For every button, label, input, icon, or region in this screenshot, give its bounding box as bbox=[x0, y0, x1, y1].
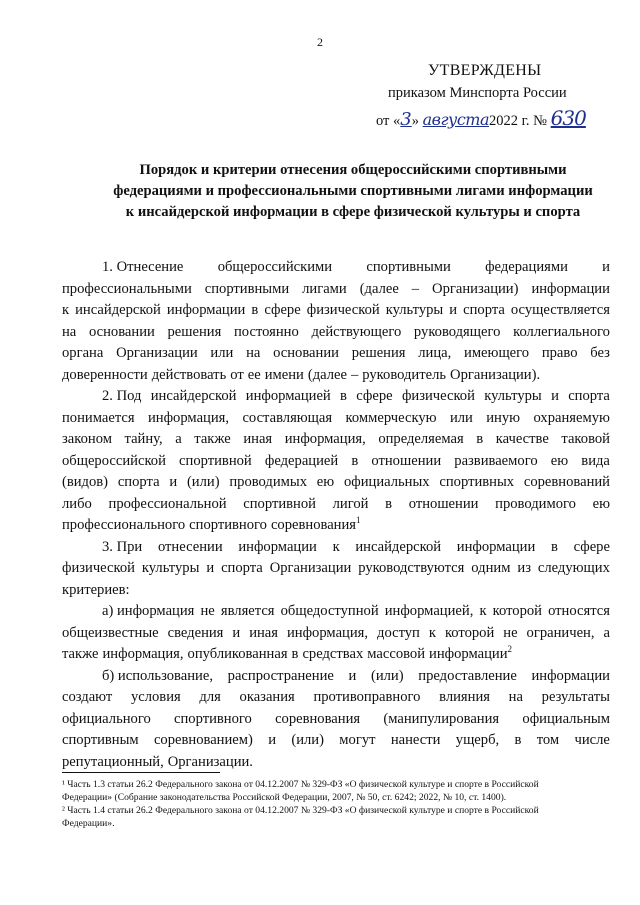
word: 2. Под bbox=[102, 388, 142, 404]
word: руководствуются bbox=[358, 560, 465, 576]
word: в bbox=[291, 646, 299, 662]
word: ею bbox=[550, 452, 569, 469]
word: основании bbox=[273, 345, 339, 361]
word: сведения bbox=[167, 624, 224, 641]
word: – bbox=[350, 366, 359, 383]
word: органа bbox=[62, 345, 104, 361]
word: ущерб, bbox=[455, 732, 500, 748]
handwritten-month: августа bbox=[422, 110, 489, 129]
word: (или) bbox=[291, 732, 324, 748]
title-line: к инсайдерской информации в сфере физической культуры и спорта bbox=[125, 204, 581, 220]
title-line: Порядок и критерии отнесения общероссийскими спортивными bbox=[139, 162, 567, 178]
paragraph-line bbox=[62, 623, 610, 645]
word: таковой bbox=[561, 431, 610, 447]
paragraph-line bbox=[62, 601, 610, 623]
word: отношении bbox=[371, 452, 442, 469]
title-line: федерациями и профессиональными спортивными лигами информации bbox=[113, 183, 593, 199]
word: а bbox=[603, 624, 610, 641]
paragraph-line bbox=[62, 644, 610, 666]
word: федерациями bbox=[485, 259, 568, 275]
footnote-line: Федерации». bbox=[62, 818, 115, 829]
word: официального bbox=[62, 710, 151, 727]
handwritten-order-number: 630 bbox=[550, 106, 586, 130]
word: не bbox=[503, 624, 518, 641]
paragraph-line bbox=[62, 580, 610, 602]
word: проводимого bbox=[495, 495, 576, 512]
word: соревнования bbox=[270, 517, 357, 533]
paragraph bbox=[62, 601, 610, 666]
word: информации bbox=[429, 646, 508, 662]
word: массовой bbox=[367, 646, 426, 662]
word: информация, bbox=[284, 431, 366, 447]
word: оказания bbox=[239, 689, 295, 705]
word: культуры bbox=[385, 302, 444, 318]
word: условия bbox=[130, 689, 181, 705]
word: соревнования bbox=[275, 710, 361, 727]
word: является bbox=[220, 603, 275, 619]
word: культуры bbox=[141, 560, 200, 576]
word: спортивного bbox=[189, 517, 267, 533]
word: инсайдерской bbox=[75, 302, 161, 318]
word: Организации bbox=[269, 560, 352, 576]
paragraph-line bbox=[62, 666, 610, 688]
word: 3. При bbox=[102, 538, 143, 555]
word: руководящего bbox=[413, 323, 501, 340]
word: физической bbox=[306, 302, 380, 318]
word: в bbox=[550, 538, 558, 555]
word: культуры bbox=[484, 388, 542, 404]
word: общероссийской bbox=[62, 452, 166, 469]
word: спорта bbox=[568, 388, 610, 404]
paragraph-line bbox=[62, 279, 610, 301]
word: от bbox=[230, 366, 244, 383]
approval-date-line bbox=[376, 106, 586, 130]
word: развиваемого bbox=[454, 452, 538, 469]
word: информации bbox=[456, 538, 536, 555]
word: информации bbox=[531, 667, 610, 684]
word: инсайдерской bbox=[355, 538, 442, 555]
word: (видов) bbox=[62, 474, 109, 490]
word: соревнований bbox=[523, 474, 610, 490]
word: физической bbox=[401, 388, 475, 404]
document-title bbox=[108, 160, 598, 223]
word: предоставление bbox=[418, 667, 517, 684]
word: также bbox=[194, 431, 231, 447]
paragraph-line bbox=[62, 451, 610, 473]
word: Организации bbox=[116, 345, 198, 361]
word: или bbox=[210, 345, 234, 361]
paragraph-line bbox=[62, 537, 610, 559]
word: информация, bbox=[286, 624, 369, 641]
word: федерацией bbox=[264, 452, 339, 469]
word: доступ bbox=[377, 624, 420, 641]
word: в bbox=[340, 388, 347, 404]
paragraph-line bbox=[62, 386, 610, 408]
paragraph bbox=[62, 257, 610, 386]
word: общеизвестные bbox=[62, 624, 159, 641]
word: спортивных bbox=[439, 474, 515, 490]
paragraph-line bbox=[62, 687, 610, 709]
word: физической bbox=[62, 560, 135, 576]
document-body bbox=[62, 257, 610, 773]
word: ею bbox=[592, 495, 610, 512]
word: Организации) bbox=[432, 280, 519, 297]
paragraph bbox=[62, 537, 610, 602]
word: – bbox=[411, 280, 420, 297]
word: результаты bbox=[541, 689, 610, 705]
word: общедоступной bbox=[280, 603, 379, 619]
word: официальных bbox=[343, 474, 430, 490]
word: (далее bbox=[307, 366, 347, 383]
paragraph-line bbox=[62, 365, 610, 387]
word: к bbox=[479, 603, 487, 619]
word: в bbox=[476, 431, 484, 447]
footnote-marker: 2 bbox=[507, 644, 513, 655]
word: в bbox=[514, 732, 522, 748]
word: проводимых bbox=[229, 474, 307, 490]
word: на bbox=[246, 345, 261, 361]
word: и bbox=[551, 388, 559, 404]
word: а bbox=[175, 431, 182, 447]
word: к bbox=[62, 302, 70, 318]
footnote-line: ¹ Часть 1.3 статьи 26.2 Федерального закона от 04.12.2007 № 329-ФЗ «О физической культуре и спорте в Российской bbox=[62, 779, 539, 790]
word: на bbox=[62, 323, 77, 340]
word: сфере bbox=[356, 388, 393, 404]
word: не bbox=[200, 603, 215, 619]
word: определяемая bbox=[378, 431, 464, 447]
word: спорта bbox=[117, 474, 160, 490]
word: которой bbox=[492, 603, 542, 619]
word: Организации). bbox=[450, 366, 541, 383]
word: информации bbox=[531, 280, 610, 297]
word: создают bbox=[62, 689, 113, 705]
word: основании bbox=[88, 323, 155, 340]
word: относятся bbox=[548, 603, 610, 619]
word-with-footnote bbox=[271, 515, 361, 537]
word: иная bbox=[243, 431, 273, 447]
paragraph-line bbox=[62, 343, 610, 365]
word: одним bbox=[471, 560, 511, 576]
word: ею bbox=[316, 474, 335, 490]
word: вида bbox=[581, 452, 610, 469]
word: из bbox=[517, 560, 531, 576]
word: профессиональной bbox=[108, 495, 227, 512]
word: а) информация bbox=[102, 603, 195, 619]
word: коммерческую bbox=[345, 409, 437, 426]
word: либо bbox=[62, 495, 92, 512]
word: действовать bbox=[151, 366, 227, 383]
word: (манипулирования bbox=[383, 710, 500, 727]
date-close-quote: » bbox=[411, 113, 419, 129]
word: 1. Отнесение bbox=[102, 259, 184, 275]
word: решения bbox=[351, 345, 406, 361]
word: информации bbox=[166, 302, 246, 318]
word: критериев: bbox=[62, 581, 130, 598]
word: (или) bbox=[186, 474, 220, 490]
word: числе bbox=[574, 732, 610, 748]
word: или bbox=[449, 409, 473, 426]
word: Организации. bbox=[167, 753, 253, 770]
word: средствах bbox=[302, 646, 364, 662]
word: для bbox=[199, 689, 221, 705]
word: охраняемую bbox=[533, 409, 610, 426]
word: сфере bbox=[573, 538, 610, 555]
footnotes bbox=[62, 778, 610, 830]
word: и bbox=[348, 667, 357, 684]
word: могут bbox=[339, 732, 376, 748]
word: влияния bbox=[439, 689, 490, 705]
paragraph-line bbox=[62, 472, 610, 494]
word: соревнованием) bbox=[153, 732, 253, 748]
word: в bbox=[351, 452, 359, 469]
word: ограничен, bbox=[526, 624, 595, 641]
word: также bbox=[62, 646, 99, 662]
word: на bbox=[508, 689, 523, 705]
word: информацией bbox=[245, 388, 331, 404]
word: том bbox=[536, 732, 560, 748]
word: руководитель bbox=[362, 366, 447, 383]
word: отнесении bbox=[157, 538, 223, 555]
footnote-line: Федерации» (Собрание законодательства Российской Федерации, 2007, № 50, ст. 6242; 2022, № 10, ст. 1400). bbox=[62, 792, 507, 803]
word: репутационный, bbox=[62, 753, 164, 770]
word: профессиональными bbox=[62, 280, 192, 297]
word: право bbox=[541, 345, 578, 361]
word: имени bbox=[264, 366, 304, 383]
paragraph-line bbox=[62, 257, 610, 279]
approval-order-line: приказом Минспорта России bbox=[388, 85, 567, 101]
word: спорта bbox=[463, 302, 505, 318]
word: имеющего bbox=[464, 345, 530, 361]
word: к bbox=[332, 538, 340, 555]
word: спортивной bbox=[179, 452, 252, 469]
handwritten-day: 3 bbox=[400, 109, 412, 130]
word: лигами bbox=[302, 280, 347, 297]
word: и bbox=[206, 560, 215, 576]
word: спортивной bbox=[243, 495, 316, 512]
word: коллегиального bbox=[513, 323, 610, 340]
word: опубликованная bbox=[187, 646, 288, 662]
page-number: 2 bbox=[317, 35, 323, 49]
footnote-marker: 1 bbox=[356, 515, 361, 526]
word: сфере bbox=[264, 302, 301, 318]
word: в bbox=[251, 302, 259, 318]
word: и bbox=[232, 624, 241, 641]
word: спорта bbox=[221, 560, 263, 576]
word: информацией, bbox=[384, 603, 474, 619]
word: в bbox=[385, 495, 393, 512]
word: профессионального bbox=[62, 517, 186, 533]
word: информации bbox=[238, 538, 317, 555]
word: следующих bbox=[537, 560, 610, 576]
paragraph-line bbox=[62, 300, 610, 322]
paragraph-line bbox=[62, 558, 610, 580]
word: и bbox=[268, 732, 277, 748]
word: доверенности bbox=[62, 366, 148, 383]
word: информация, bbox=[147, 409, 230, 426]
word: к bbox=[428, 624, 436, 641]
word: постоянно bbox=[234, 323, 299, 340]
word: общероссийскими bbox=[217, 259, 333, 275]
paragraph bbox=[62, 666, 610, 774]
word: (далее bbox=[359, 280, 399, 297]
paragraph-line bbox=[62, 752, 610, 774]
word: которой bbox=[444, 624, 495, 641]
paragraph-line bbox=[62, 322, 610, 344]
paragraph-line bbox=[62, 429, 610, 451]
word: противоправного bbox=[313, 689, 421, 705]
word: спортивного bbox=[174, 710, 252, 727]
word: б) использование, bbox=[102, 667, 213, 684]
paragraph-line bbox=[62, 494, 610, 516]
word: инсайдерской bbox=[150, 388, 237, 404]
approval-heading: УТВЕРЖДЕНЫ bbox=[428, 62, 542, 79]
word: отношении bbox=[408, 495, 479, 512]
word: (или) bbox=[370, 667, 404, 684]
date-year: 2022 г. № bbox=[489, 113, 548, 129]
word: спортивными bbox=[366, 259, 451, 275]
word: распространение bbox=[227, 667, 334, 684]
word: спортивными bbox=[204, 280, 290, 297]
word: действующего bbox=[311, 323, 402, 340]
word: иную bbox=[486, 409, 521, 426]
date-prefix: от « bbox=[376, 113, 401, 129]
word: составляющая bbox=[242, 409, 333, 426]
word: качестве bbox=[495, 431, 549, 447]
paragraph-line bbox=[62, 515, 610, 537]
word: решения bbox=[167, 323, 222, 340]
word: без bbox=[590, 345, 610, 361]
paragraph bbox=[62, 386, 610, 537]
word: ее bbox=[247, 366, 261, 383]
word: нанести bbox=[390, 732, 441, 748]
word: понимается bbox=[62, 409, 135, 426]
word: и bbox=[449, 302, 458, 318]
word: тайну, bbox=[124, 431, 163, 447]
word: спортивным bbox=[62, 732, 139, 748]
word: законом bbox=[62, 431, 112, 447]
word: иная bbox=[249, 624, 278, 641]
footnote-separator bbox=[62, 772, 220, 773]
word-with-footnote bbox=[429, 644, 512, 666]
paragraph-line bbox=[62, 730, 610, 752]
footnote-line: ² Часть 1.4 статьи 26.2 Федерального закона от 04.12.2007 № 329-ФЗ «О физической культуре и спорте в Российской bbox=[62, 805, 539, 816]
word: информация, bbox=[102, 646, 184, 662]
word: осуществляется bbox=[510, 302, 610, 318]
word: и bbox=[602, 259, 610, 275]
word: лица, bbox=[418, 345, 452, 361]
word: официальным bbox=[522, 710, 610, 727]
paragraph-line bbox=[62, 709, 610, 731]
paragraph-line bbox=[62, 408, 610, 430]
word: и bbox=[169, 474, 178, 490]
word: лигой bbox=[332, 495, 369, 512]
